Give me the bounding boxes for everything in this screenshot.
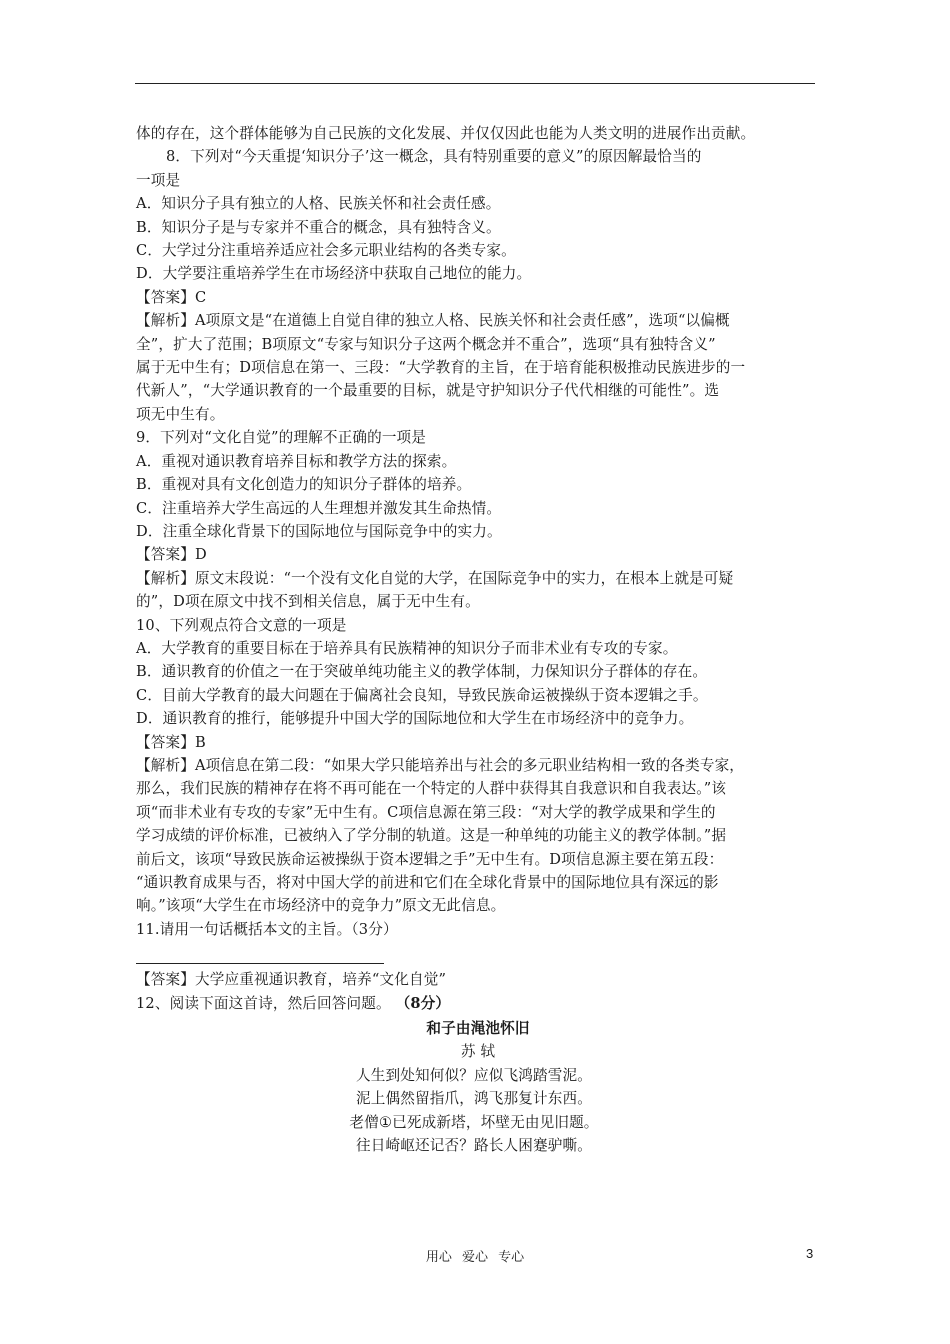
option-a: A．知识分子具有独立的人格、民族关怀和社会责任感。 bbox=[136, 195, 501, 213]
text-line: 学习成绩的评价标准，已被纳入了学分制的轨道。这是一种单纯的功能主义的教学体制。”据 bbox=[136, 827, 727, 845]
text-line: “通识教育成果与否，将对中国大学的前进和它们在全球化背景中的国际地位具有深远的影 bbox=[136, 874, 719, 891]
page-number: 3 bbox=[806, 1246, 814, 1261]
page-footer: 用心 爱心 专心 bbox=[425, 1250, 525, 1265]
analysis-8: 【解析】A项原文是“在道德上自觉自律的独立人格、民族关怀和社会责任感”，选项“以偏概 bbox=[136, 312, 730, 330]
poem-line: 泥上偶然留指爪，鸿飞那复计东西。 bbox=[356, 1090, 592, 1108]
text-line: 体的存在，这个群体能够为自己民族的文化发展、并仅仅因此也能为人类文明的进展作出贡献。 bbox=[136, 125, 756, 142]
option-d: D．大学要注重培养学生在市场经济中获取自己地位的能力。 bbox=[136, 265, 532, 283]
poem bbox=[136, 1017, 820, 1157]
text-line: 前后文，该项“导致民族命运被操纵于资本逻辑之手”无中生有。D项信息源主要在第五段： bbox=[136, 850, 724, 868]
option-b: B．通识教育的价值之一在于突破单纯功能主义的教学体制，力保知识分子群体的存在。 bbox=[136, 663, 708, 681]
question-8: 8．下列对“今天重提‘知识分子’这一概念，具有特别重要的意义”的原因解最恰当的 bbox=[166, 148, 702, 166]
text-line: 项“而非术业有专攻的专家”无中生有。C项信息源在第三段：“对大学的教学成果和学生的 bbox=[136, 803, 716, 821]
answer-9: 【答案】D bbox=[136, 546, 207, 564]
header-rule bbox=[135, 83, 815, 84]
text-line: 项无中生有。 bbox=[136, 405, 225, 423]
text-line: 属于无中生有；D项信息在第一、三段：“大学教育的主旨，在于培育能积极推动民族进步的一 bbox=[136, 359, 746, 377]
option-b: B．重视对具有文化创造力的知识分子群体的培养。 bbox=[136, 476, 472, 494]
answer-10: 【答案】B bbox=[136, 733, 206, 751]
poem-line: 往日崎岖还记否？路长人困蹇驴嘶。 bbox=[356, 1137, 592, 1155]
poem-line: 人生到处知何似？应似飞鸿踏雪泥。 bbox=[356, 1066, 592, 1084]
page-content bbox=[136, 122, 820, 1157]
question-11: 11.请用一句话概括本文的主旨。（3分） bbox=[136, 920, 398, 938]
option-c: C．大学过分注重培养适应社会多元职业结构的各类专家。 bbox=[136, 242, 516, 260]
text-line: 那么，我们民族的精神存在将不再可能在一个特定的人群中获得其自我意识和自我表达。”该 bbox=[136, 780, 727, 798]
question-12-text: 12、阅读下面这首诗，然后回答问题。 bbox=[136, 994, 391, 1012]
option-a: A．大学教育的重要目标在于培养具有民族精神的知识分子而非术业有专攻的专家。 bbox=[136, 639, 678, 657]
option-b: B．知识分子是与专家并不重合的概念，具有独特含义。 bbox=[136, 218, 501, 236]
analysis-10: 【解析】A项信息在第二段：“如果大学只能培养出与社会的多元职业结构相一致的各类专家， bbox=[136, 756, 745, 774]
option-c: C．注重培养大学生高远的人生理想并激发其生命热情。 bbox=[136, 499, 502, 517]
poem-line: 老僧①已死成新塔，坏壁无由见旧题。 bbox=[349, 1113, 599, 1131]
option-d: D．注重全球化背景下的国际地位与国际竞争中的实力。 bbox=[136, 522, 502, 540]
question-12-score: （8分） bbox=[395, 994, 451, 1012]
text-line: 响。”该项“大学生在市场经济中的竞争力”原文无此信息。 bbox=[136, 897, 506, 915]
poem-author: 苏 轼 bbox=[460, 1043, 496, 1061]
option-d: D．通识教育的推行，能够提升中国大学的国际地位和大学生在市场经济中的竞争力。 bbox=[136, 710, 694, 728]
text-line: 全”，扩大了范围；B项原文“专家与知识分子这两个概念并不重合”，选项“具有独特含义” bbox=[136, 335, 716, 353]
answer-11: 【答案】大学应重视通识教育，培养“文化自觉” bbox=[136, 971, 447, 989]
poem-title: 和子由渑池怀旧 bbox=[426, 1020, 530, 1038]
analysis-9: 【解析】原文末段说：“一个没有文化自觉的大学，在国际竞争中的实力，在根本上就是可疑 bbox=[136, 569, 734, 587]
answer-blank-line bbox=[136, 963, 384, 964]
option-c: C．目前大学教育的最大问题在于偏离社会良知，导致民族命运被操纵于资本逻辑之手。 bbox=[136, 686, 708, 704]
question-10: 10、下列观点符合文意的一项是 bbox=[136, 616, 347, 634]
text-line: 代新人”，“大学通识教育的一个最重要的目标，就是守护知识分子代代相继的可能性”。选 bbox=[136, 382, 720, 400]
question-12 bbox=[136, 992, 820, 1015]
answer-8: 【答案】C bbox=[136, 288, 207, 306]
question-9: 9．下列对“文化自觉”的理解不正确的一项是 bbox=[136, 429, 427, 447]
text-line: 一项是 bbox=[136, 171, 181, 189]
text-line: 的”，D项在原文中找不到相关信息，属于无中生有。 bbox=[136, 593, 480, 611]
option-a: A．重视对通识教育培养目标和教学方法的探索。 bbox=[136, 452, 457, 470]
